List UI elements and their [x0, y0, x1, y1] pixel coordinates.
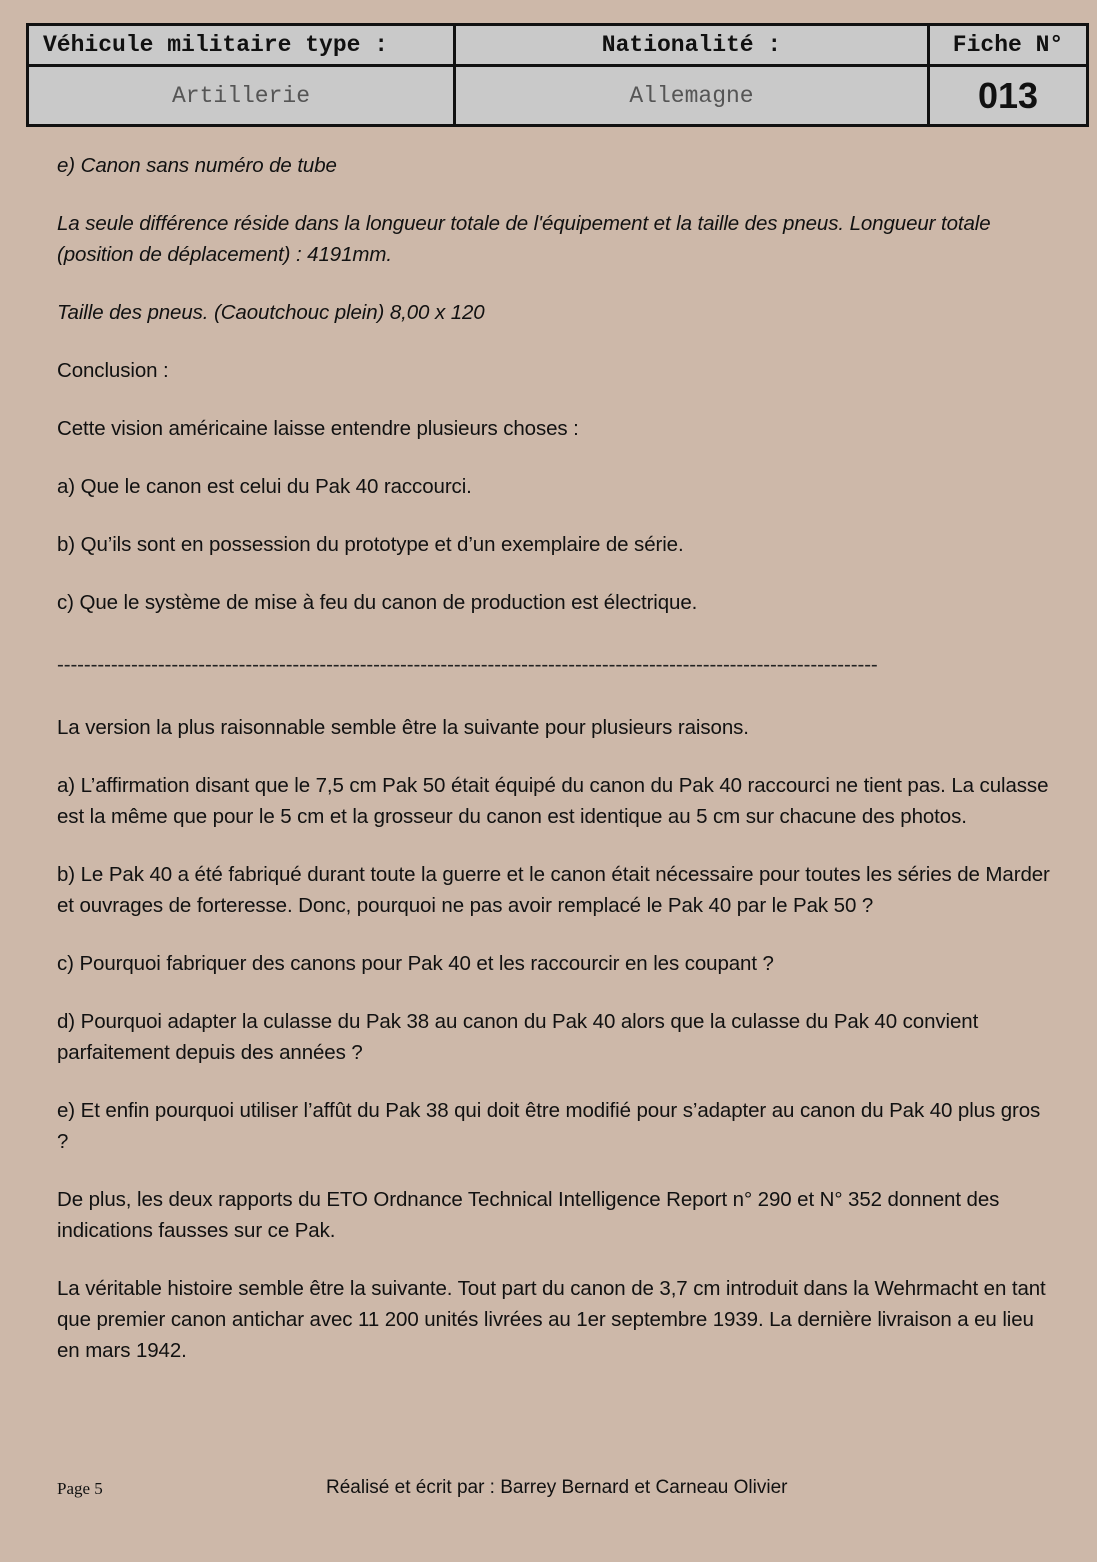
paragraph-conclusion: Conclusion : — [57, 359, 169, 382]
type-label: Véhicule militaire type : — [28, 25, 455, 66]
nationality-value: Allemagne — [455, 66, 929, 126]
header-values-row — [28, 66, 1088, 126]
list-item-e2: e) Et enfin pourquoi utiliser l’affût du Pak 38 qui doit être modifié pour s’adapter au canon du Pak 40 plus gros ? — [57, 1099, 1041, 1153]
list-item-c2: c) Pourquoi fabriquer des canons pour Pak 40 et les raccourcir en les coupant ? — [57, 952, 774, 975]
list-item-a1: a) Que le canon est celui du Pak 40 raccourci. — [57, 475, 472, 498]
paragraph-vision: Cette vision américaine laisse entendre plusieurs choses : — [57, 417, 579, 440]
fiche-number: 013 — [929, 66, 1088, 126]
footer-author: Réalisé et écrit par : Barrey Bernard et Carneau Olivier — [326, 1477, 788, 1498]
paragraph-rapports: De plus, les deux rapports du ETO Ordnance Technical Intelligence Report n° 290 et N° 352 donnent des indications fausses sur ce Pak. — [57, 1188, 1000, 1242]
list-item-d2: d) Pourquoi adapter la culasse du Pak 38 au canon du Pak 40 alors que la culasse du Pak 40 convient parfaitement depuis des années ? — [57, 1010, 979, 1064]
separator-line: -------------------------------------------------------------------------------------------------------------------------- — [57, 653, 878, 676]
list-item-a2: a) L’affirmation disant que le 7,5 cm Pak 50 était équipé du canon du Pak 40 raccourci ne tient pas. La culasse est la même que pour le 5 cm et la grosseur du canon est identique au 5 cm sur chacune des photos. — [57, 774, 1049, 828]
paragraph-histoire: La véritable histoire semble être la suivante. Tout part du canon de 3,7 cm introduit dans la Wehrmacht en tant que premier canon antichar avec 11 200 unités livrées au 1er septembre 1939. La dernière livraison a eu lieu en mars 1942. — [57, 1277, 1046, 1362]
type-value: Artillerie — [28, 66, 455, 126]
paragraph-pneus: Taille des pneus. (Caoutchouc plein) 8,00 x 120 — [57, 301, 485, 324]
paragraph-version: La version la plus raisonnable semble être la suivante pour plusieurs raisons. — [57, 716, 749, 739]
document-body — [57, 150, 1057, 1366]
paragraph-difference: La seule différence réside dans la longueur totale de l'équipement et la taille des pneus. Longueur totale (position de déplacement) : 4191mm. — [57, 212, 991, 266]
paragraph-canon-sans-numero: e) Canon sans numéro de tube — [57, 154, 337, 177]
nationality-label: Nationalité : — [455, 25, 929, 66]
page-number: Page 5 — [57, 1479, 103, 1498]
list-item-c1: c) Que le système de mise à feu du canon de production est électrique. — [57, 591, 698, 614]
fiche-label: Fiche N° — [929, 25, 1088, 66]
list-item-b1: b) Qu’ils sont en possession du prototype et d’un exemplaire de série. — [57, 533, 684, 556]
list-item-b2: b) Le Pak 40 a été fabriqué durant toute la guerre et le canon était nécessaire pour toutes les séries de Marder et ouvrages de forteresse. Donc, pourquoi ne pas avoir remplacé le Pak 40 par le Pak 50 ? — [57, 863, 1050, 917]
header-labels-row — [28, 25, 1088, 66]
header-table — [26, 23, 1089, 127]
